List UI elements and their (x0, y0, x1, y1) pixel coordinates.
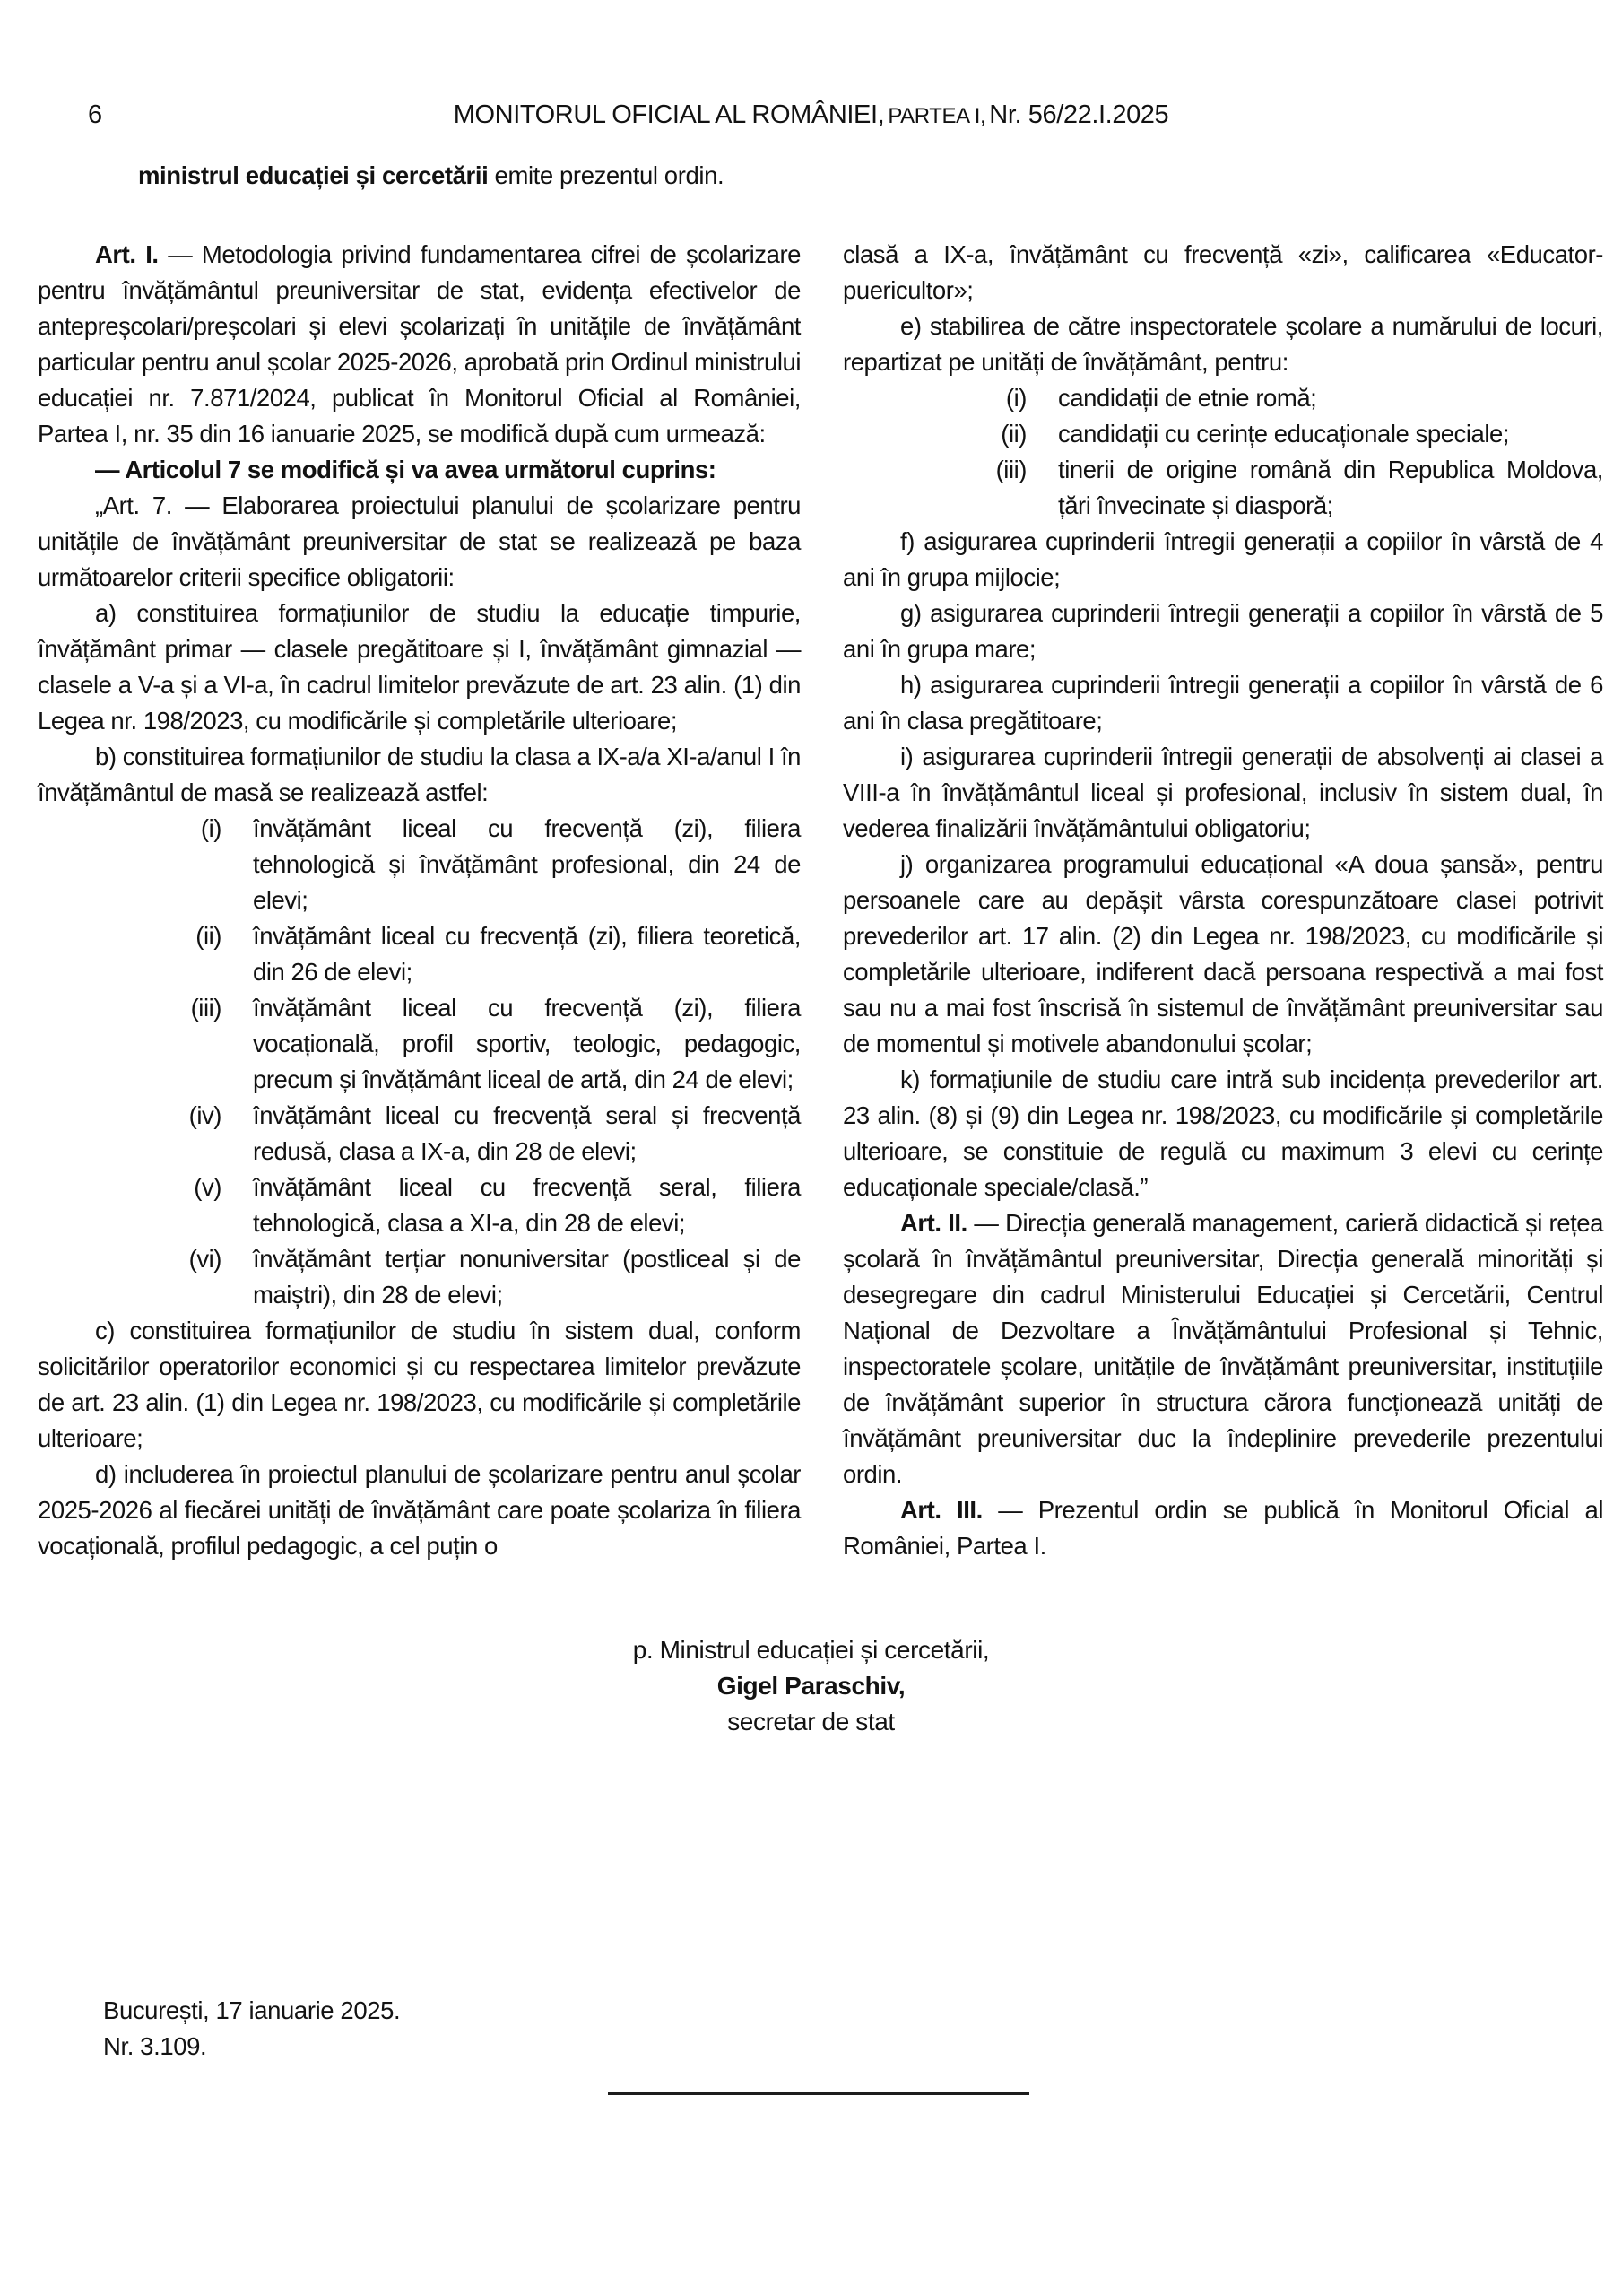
intro-emphasis: ministrul educației și cercetării (138, 161, 489, 189)
list-item-marker: (iii) (995, 456, 1027, 483)
list-item: (iii) învățământ liceal cu frecvență (zi), filiera vocațională, profil sportiv, teologic, pedagogic, precum și învățământ liceal de artă, din 24 de elevi; (38, 990, 801, 1098)
paragraph: i) asigurarea cuprinderii întregii generații de absolvenți ai clasei a VIII-a în învățământul liceal și profesional, inclusiv în sistem dual, în vederea finalizării învățământului obligatoriu; (843, 743, 1603, 842)
page-number: 6 (88, 100, 102, 129)
paragraph: c) constituirea formațiunilor de studiu în sistem dual, conform solicitărilor operatorilor economici și cu respectarea limitelor prevăzute de art. 23 alin. (1) din Legea nr. 198/2023, cu modificările și completările ulterioare; (38, 1317, 801, 1452)
list-item: (ii) învățământ liceal cu frecvență (zi), filiera teoretică, din 26 de elevi; (38, 918, 801, 990)
list-item: (iii) tinerii de origine română din Republica Moldova, țări învecinate și diasporă; (843, 452, 1603, 524)
footer-order-number: Nr. 3.109. (103, 2032, 207, 2060)
body-columns (38, 237, 1603, 1564)
list-item: (ii) candidații cu cerințe educaționale speciale; (843, 416, 1603, 452)
column-left (38, 237, 801, 1564)
paragraph: — Articolul 7 se modifică și va avea următorul cuprins: (95, 456, 716, 483)
running-head-issue: Nr. 56/22.I.2025 (989, 100, 1169, 129)
paragraph: g) asigurarea cuprinderii întregii generații a copiilor în vârstă de 5 ani în grupa mare; (843, 599, 1603, 663)
intro-rest: emite prezentul ordin. (488, 161, 724, 189)
paragraph: Art. III. — Prezentul ordin se publică în Monitorul Oficial al României, Partea I. (843, 1496, 1604, 1560)
list-item: (i) candidații de etnie romă; (843, 380, 1603, 416)
list-item-marker: (iii) (190, 994, 221, 1022)
list-item-marker: (iv) (188, 1101, 221, 1129)
signature-name: Gigel Paraschiv, (716, 1672, 906, 1700)
paragraph: j) organizarea programului educațional «A doua șansă», pentru persoanele care au depășit vârsta corespunzătoare clasei potrivit prevederilor art. 17 alin. (2) din Legea nr. 198/2023, cu modificările și completările ulterioare, indiferent dacă persoana respectivă a mai fost sau nu a mai fost înscrisă în sistemul de învățământ preuniversitar sau de momentul și motivele abandonului școlar; (843, 850, 1603, 1057)
article-lead: Art. III. (900, 1496, 983, 1524)
end-of-act-rule (608, 2092, 1029, 2095)
signature-title: secretar de stat (727, 1708, 895, 1735)
signature-role: p. Ministrul educației și cercetării, (632, 1636, 990, 1664)
paragraph: Art. I. — Metodologia privind fundamentarea cifrei de școlarizare pentru învățământul preuniversitar de stat, evidența efectivelor de antepreșcolari/preșcolari și elevi școlarizați în unitățile de învățământ particular pentru anul școlar 2025-2026, aprobată prin Ordinul ministrului educației nr. 7.871/2024, publicat în Monitorul Oficial al României, Partea I, nr. 35 din 16 ianuarie 2025, se modifică după cum urmează: (38, 240, 801, 448)
paragraph: b) constituirea formațiunilor de studiu la clasa a IX-a/a XI-a/anul I în învățământul de masă se realizează astfel: (38, 743, 801, 806)
paragraph: Art. II. — Direcția generală management, carieră didactică și rețea școlară în învățământul preuniversitar, Direcția generală minorități și desegregare din cadrul Ministerului Educației și Cercetării, Centrul Național de Dezvoltare a Învățământului Profesional și Tehnic, inspectoratele școlare, unitățile de învățământ preuniversitar, instituțiile de învățământ superior în structura cărora funcționează unități de învățământ preuniversitar duc la îndeplinire prevederile prezentului ordin. (843, 1209, 1603, 1488)
running-head-part: PARTEA I, (888, 104, 986, 128)
list-item-marker: (ii) (1001, 420, 1027, 448)
paragraph: d) includerea în proiectul planului de școlarizare pentru anul școlar 2025-2026 al fiecărei unități de învățământ care poate școlariza în filiera vocațională, profilul pedagogic, a cel puțin o (38, 1460, 801, 1560)
article-lead: Art. II. (900, 1209, 967, 1237)
paragraph: k) formațiunile de studiu care intră sub incidența prevederilor art. 23 alin. (8) și (9) din Legea nr. 198/2023, cu modificările și completările ulterioare, se constituie de regulă cu maximum 3 elevi cu cerințe educaționale speciale/clasă.” (843, 1065, 1603, 1201)
footer-place-date: București, 17 ianuarie 2025. (103, 1996, 401, 2024)
list-item: (v) învățământ liceal cu frecvență seral, filiera tehnologică, clasa a XI-a, din 28 de elevi; (38, 1170, 801, 1241)
list-item-marker: (i) (200, 814, 221, 842)
paragraph: f) asigurarea cuprinderii întregii generații a copiilor în vârstă de 4 ani în grupa mijlocie; (843, 527, 1603, 591)
list-item: (iv) învățământ liceal cu frecvență seral și frecvență redusă, clasa a IX-a, din 28 de elevi; (38, 1098, 801, 1170)
paragraph: e) stabilirea de către inspectoratele școlare a numărului de locuri, repartizat pe unități de învățământ, pentru: (843, 312, 1603, 376)
running-head (0, 100, 1622, 130)
list-item-marker: (ii) (195, 922, 221, 950)
paragraph: h) asigurarea cuprinderii întregii generații a copiilor în vârstă de 6 ani în clasa pregătitoare; (843, 671, 1603, 735)
list-item-marker: (vi) (188, 1245, 221, 1273)
list-item: (i) învățământ liceal cu frecvență (zi), filiera tehnologică și învățământ profesional, din 24 de elevi; (38, 811, 801, 918)
list-item-marker: (i) (1005, 384, 1027, 412)
paragraph: a) constituirea formațiunilor de studiu la educație timpurie, învățământ primar — clasele pregătitoare și I, învățământ gimnazial — clasele a V-a și a VI-a, în cadrul limitelor prevăzute de art. 23 alin. (1) din Legea nr. 198/2023, cu modificările și completările ulterioare; (38, 599, 801, 735)
running-head-title: MONITORUL OFICIAL AL ROMÂNIEI, (453, 100, 885, 129)
paragraph: clasă a IX-a, învățământ cu frecvență «zi», calificarea «Educator-puericultor»; (843, 240, 1603, 304)
column-right (843, 237, 1603, 1564)
intro-line (138, 161, 724, 190)
paragraph: „Art. 7. — Elaborarea proiectului planului de școlarizare pentru unitățile de învățământ preuniversitar de stat se realizează pe baza următoarelor criterii specifice obligatorii: (38, 491, 801, 591)
signature-block (0, 1632, 1622, 1740)
footer-block (103, 1993, 400, 2065)
article-lead: Art. I. (95, 240, 159, 268)
list-item: (vi) învățământ terțiar nonuniversitar (postliceal și de maiștri), din 28 de elevi; (38, 1241, 801, 1313)
list-item-marker: (v) (194, 1173, 221, 1201)
